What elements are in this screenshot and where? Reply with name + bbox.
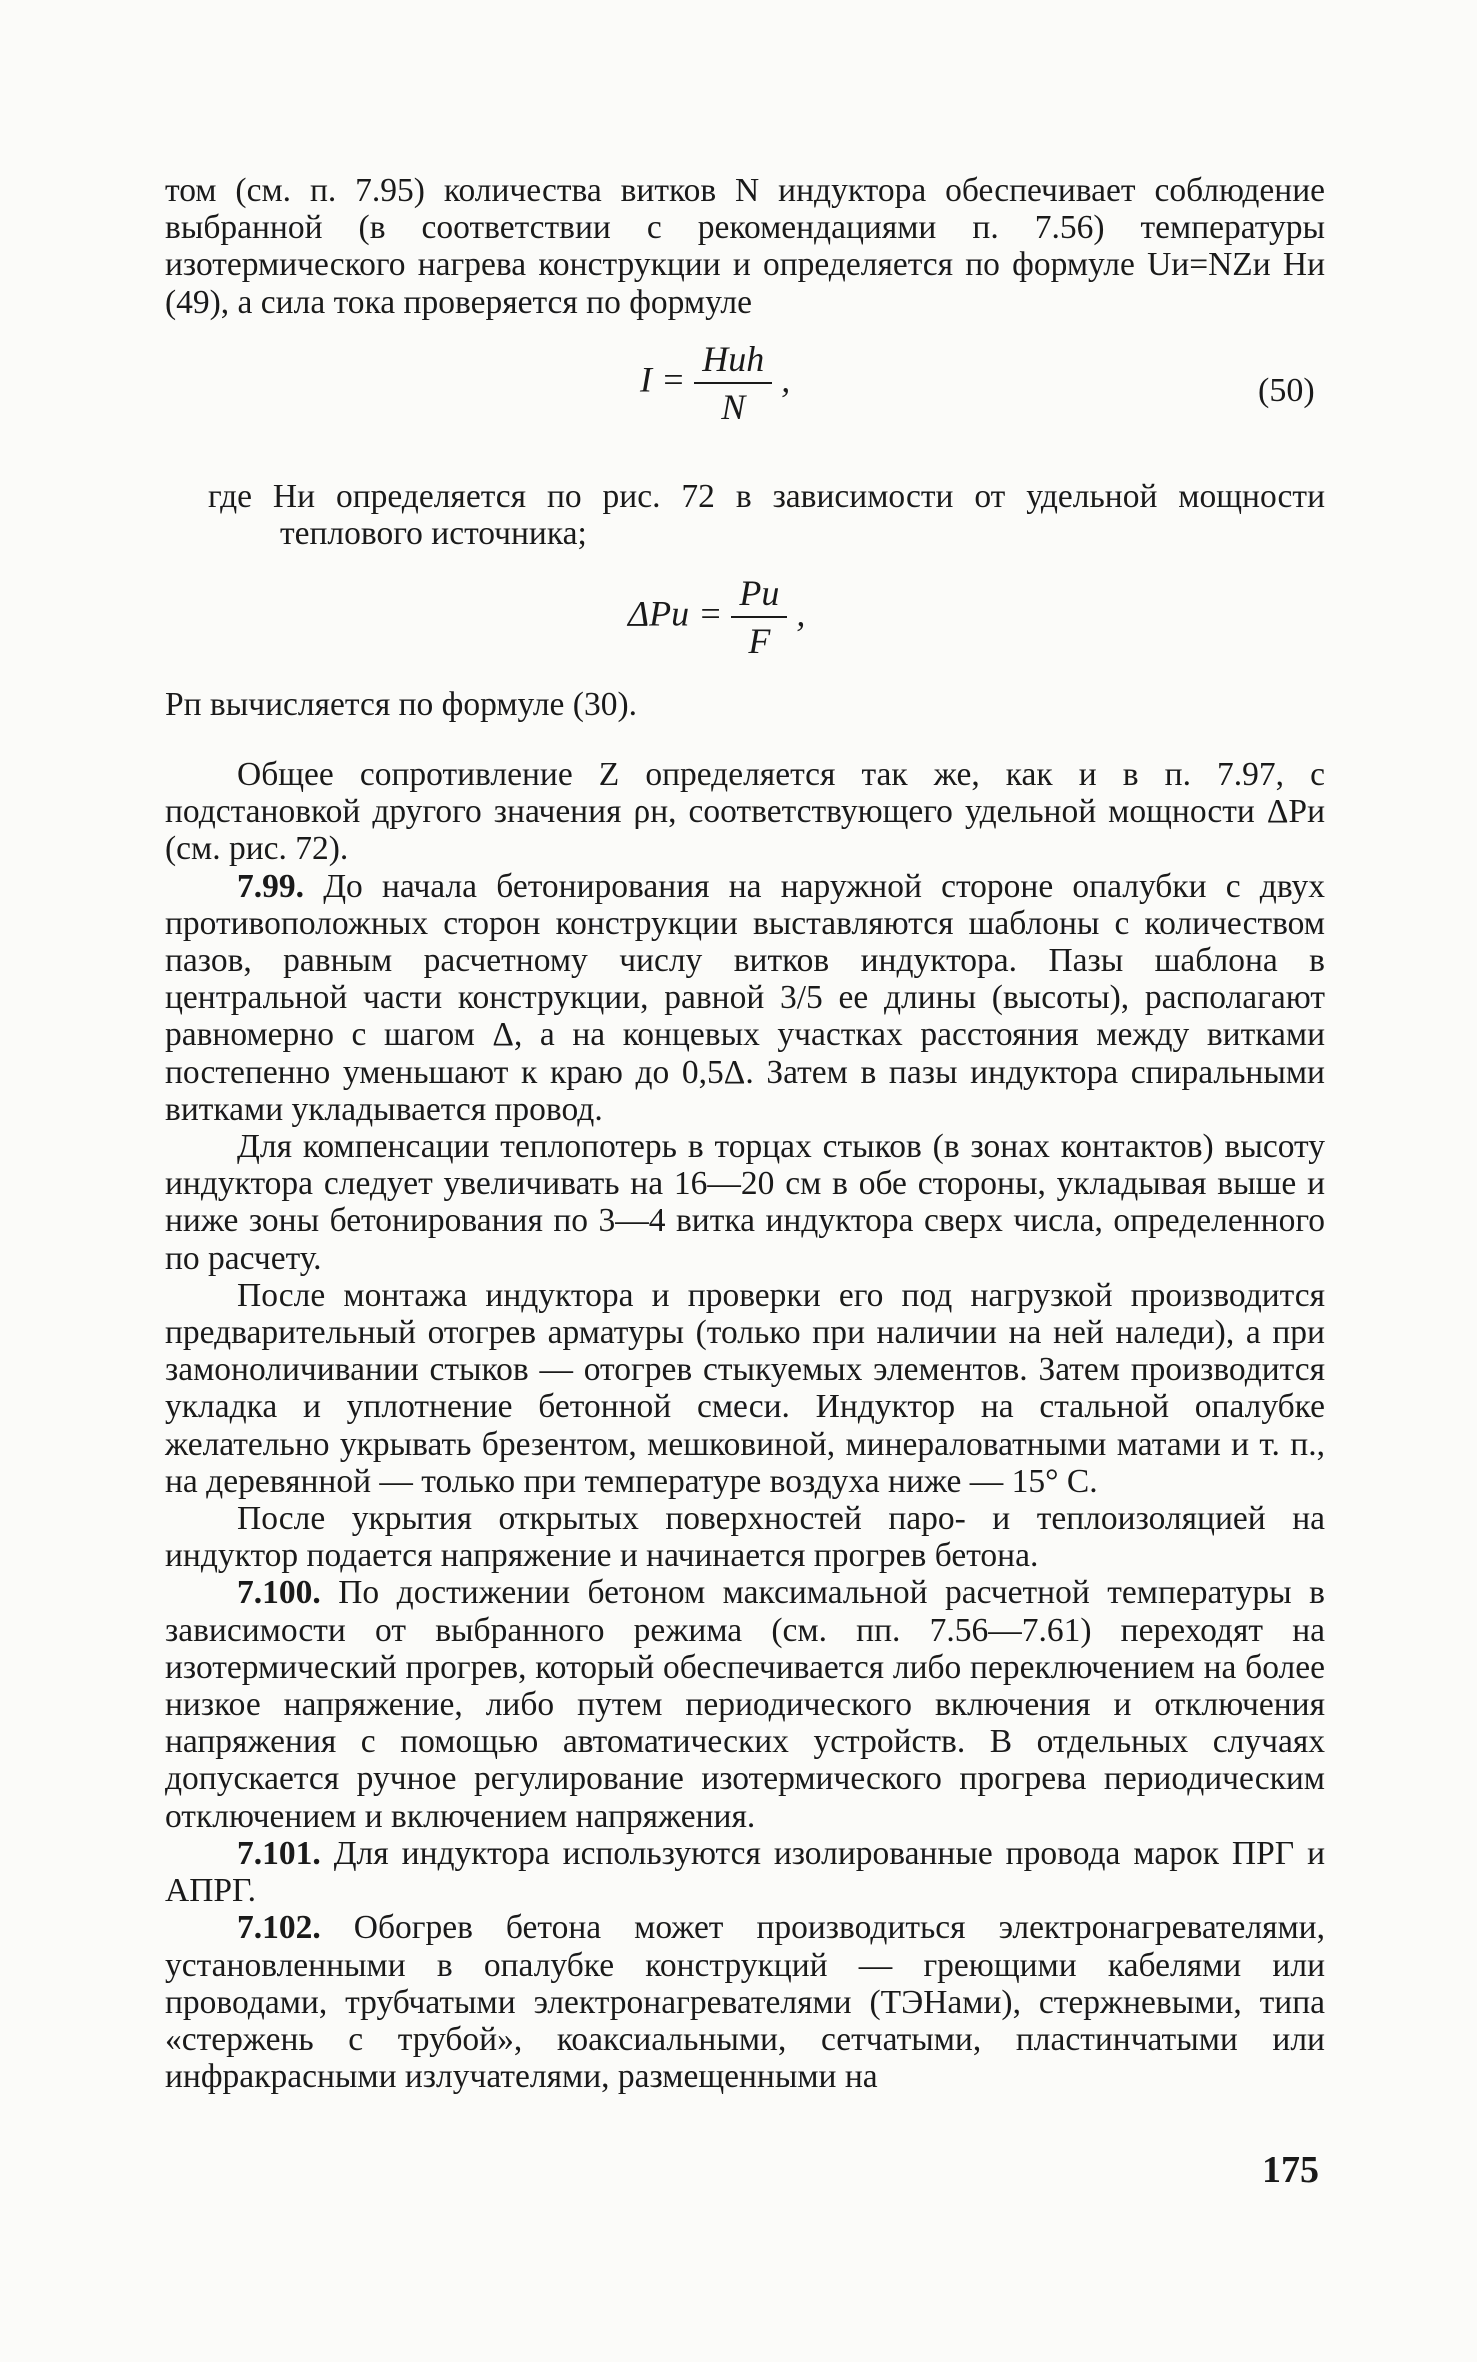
formula-delta-p-denominator: F <box>748 621 771 661</box>
clause-number: 7.101. <box>237 1834 321 1872</box>
pn-line: Pп вычисляется по формуле (30). <box>165 686 637 723</box>
formula-delta-p <box>628 572 805 662</box>
paragraph: После укрытия открытых поверхностей паро- и теплоизоляцией на индуктор подается напряжение и начинается прогрев бетона. <box>165 1500 1325 1575</box>
where-block <box>165 478 1325 552</box>
paragraph-7-100: 7.100. По достижении бетоном максимальной расчетной температуры в зависимости от выбранного режима (см. пп. 7.56—7.61) переходят на изотермический прогрев, который обеспечивается либо переключением на более низкое напряжение, либо путем периодического включения и отключения напряжения с помощью автоматических устройств. В отдельных случаях допускается ручное регулирование изотермического прогрева периодическим отключением и включением напряжения. <box>165 1574 1325 1835</box>
formula-50-numerator: Hиh <box>694 338 772 384</box>
paragraph: Для компенсации теплопотерь в торцах стыков (в зонах контактов) высоту индуктора следует увеличивать на 16—20 см в обе стороны, укладывая выше и ниже зоны бетонирования по 3—4 витка индуктора сверх числа, определенного по расчету. <box>165 1128 1325 1277</box>
formula-50-trail: , <box>781 359 791 400</box>
clause-number: 7.100. <box>237 1574 321 1612</box>
paragraph: Общее сопротивление Z определяется так же, как и в п. 7.97, с подстановкой другого значения ρн, соответствующего удельной мощности ΔPи (см. рис. 72). <box>165 756 1325 868</box>
formula-50-fraction <box>694 338 772 428</box>
main-text-block <box>165 756 1325 2095</box>
formula-delta-p-lhs: ΔPи = <box>628 593 723 634</box>
where-line: где Hи определяется по рис. 72 в зависимости от удельной мощности теплового источника; <box>208 478 1325 553</box>
formula-delta-p-fraction <box>731 572 787 662</box>
equation-number: (50) <box>1258 372 1315 409</box>
paragraph-7-101: 7.101. Для индуктора используются изолированные провода марок ПРГ и АПРГ. <box>165 1834 1325 1910</box>
clause-number: 7.102. <box>237 1909 321 1947</box>
paragraph-continued: том (см. п. 7.95) количества витков N индуктора обеспечивает соблюдение выбранной (в соответствии с рекомендациями п. 7.56) температуры изотермического нагрева конструкции и определяется по формуле Uи=NZи Hи (49), а сила тока проверяется по формуле <box>165 172 1325 321</box>
top-text-block <box>165 172 1325 321</box>
paragraph: После монтажа индуктора и проверки его под нагрузкой производится предварительный отогрев арматуры (только при наличии на ней наледи), а при замоноличивании стыков — отогрев стыкуемых элементов. Затем производится укладка и уплотнение бетонной смеси. Индуктор на стальной опалубке желательно укрывать брезентом, мешковиной, минераловатными матами и т. п., на деревянной — только при температуре воздуха ниже — 15° С. <box>165 1276 1325 1500</box>
formula-50 <box>640 338 790 428</box>
formula-50-lhs: I = <box>640 359 686 400</box>
paragraph-7-102: 7.102. Обогрев бетона может производиться электронагревателями, установленными в опалубке конструкций — греющими кабелями или проводами, трубчатыми электронагревателями (ТЭНами), стержневыми, типа «стержень с трубой», коаксиальными, сетчатыми, пластинчатыми или инфракрасными излучателями, размещенными на <box>165 1909 1325 2096</box>
paragraph-7-99: 7.99. До начала бетонирования на наружной стороне опалубки с двух противоположных сторон конструкции выставляются шаблоны с количеством пазов, равным расчетному числу витков индуктора. Пазы шаблона в центральной части конструкции, равной 3/5 ее длины (высоты), располагают равномерно с шагом Δ, а на концевых участках расстояния между витками постепенно уменьшают к краю до 0,5Δ. Затем в пазы индуктора спиральными витками укладывается провод. <box>165 867 1325 1128</box>
clause-number: 7.99. <box>237 867 304 905</box>
pn-block <box>165 686 1325 723</box>
formula-delta-p-numerator: Pи <box>731 572 787 618</box>
formula-delta-p-trail: , <box>796 593 806 634</box>
formula-50-denominator: N <box>721 387 746 427</box>
page-number: 175 <box>1262 2149 1319 2191</box>
